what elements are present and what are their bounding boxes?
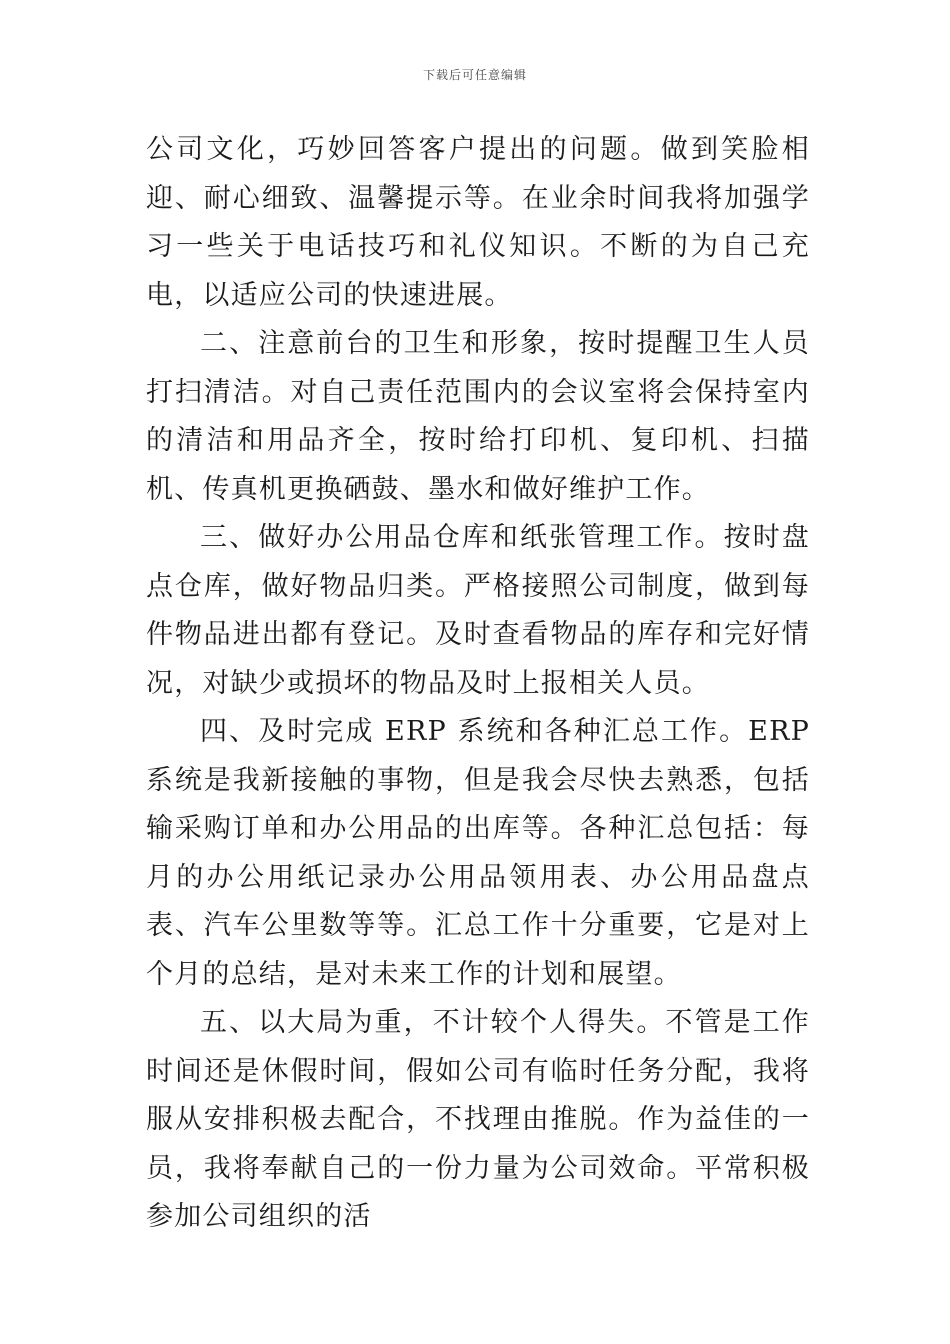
paragraph-item-3: 三、做好办公用品仓库和纸张管理工作。按时盘点仓库，做好物品归类。严格接照公司制度，做到每件物品进出都有登记。及时查看物品的库存和完好情况，对缺少或损坏的物品及时上报相关人员。 <box>146 522 810 699</box>
paragraph-continuation: 公司文化，巧妙回答客户提出的问题。做到笑脸相迎、耐心细致、温馨提示等。在业余时间我将加强学习一些关于电话技巧和礼仪知识。不断的为自己充电，以适应公司的快速进展。 <box>146 134 810 311</box>
paragraph-item-4: 四、及时完成 ERP 系统和各种汇总工作。ERP 系统是我新接触的事物，但是我会尽快去熟悉，包括输采购订单和办公用品的出库等。各种汇总包括：每月的办公用纸记录办公用品领用表、办公用品盘点表、汽车公里数等等。汇总工作十分重要，它是对上个月的总结，是对未来工作的计划和展望。 <box>146 716 810 990</box>
paragraph-item-5: 五、以大局为重，不计较个人得失。不管是工作时间还是休假时间，假如公司有临时任务分配，我将服从安排积极去配合，不找理由推脱。作为益佳的一员，我将奉献自己的一份力量为公司效命。平常积极参加公司组织的活 <box>146 1007 810 1232</box>
header-note: 下载后可任意编辑 <box>422 68 527 82</box>
document-body <box>146 126 810 1242</box>
paragraph-item-2: 二、注意前台的卫生和形象，按时提醒卫生人员打扫清洁。对自己责任范围内的会议室将会保持室内的清洁和用品齐全，按时给打印机、复印机、扫描机、传真机更换硒鼓、墨水和做好维护工作。 <box>146 328 810 505</box>
